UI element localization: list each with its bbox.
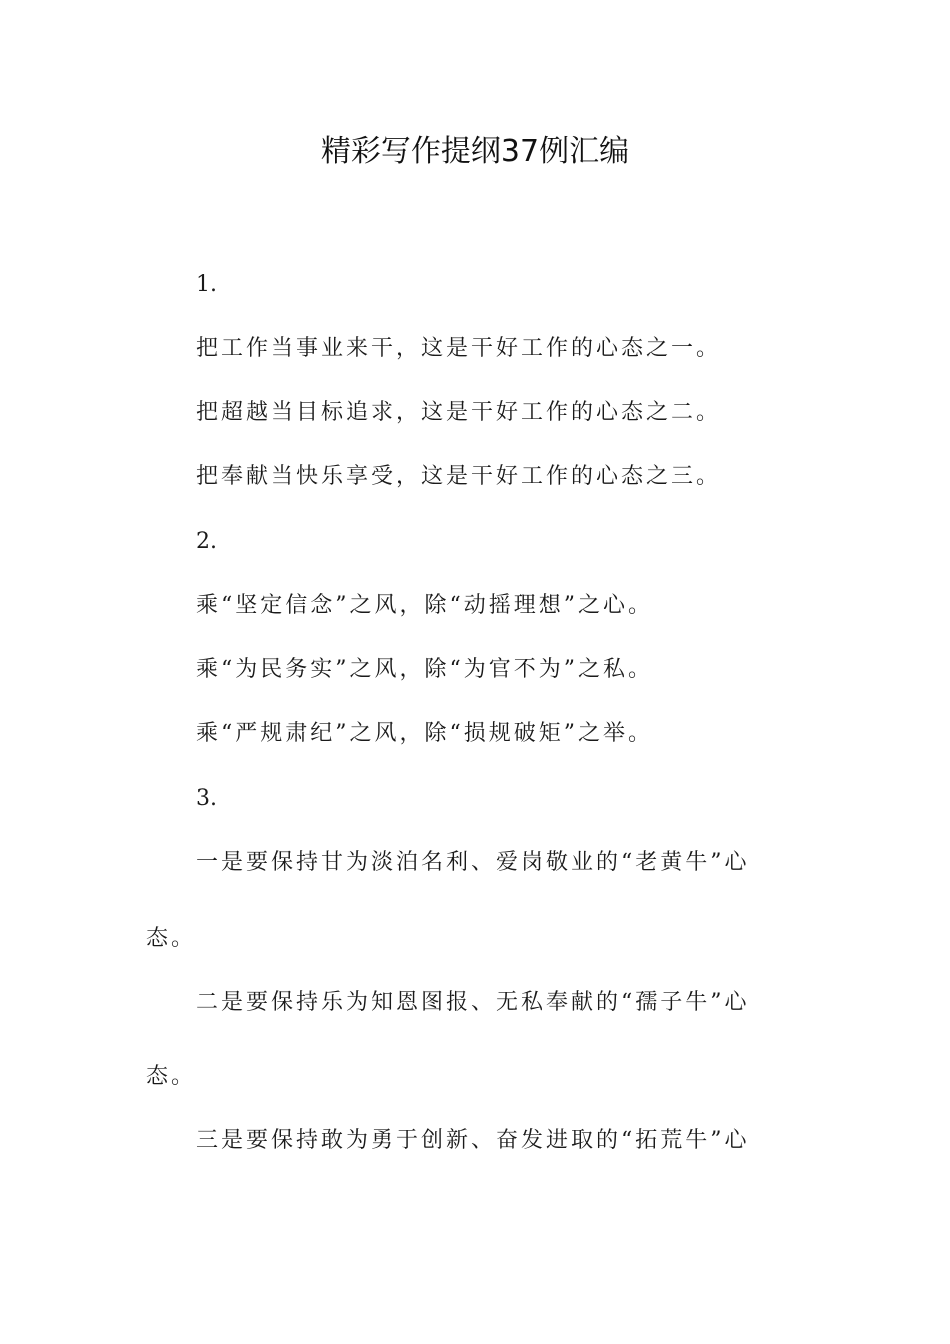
section-3-paragraph-1: 一是要保持甘为淡泊名利、爱岗敬业的“老黄牛”心: [196, 850, 750, 875]
section-3-paragraph-3: 三是要保持敢为勇于创新、奋发进取的“拓荒牛”心: [196, 1128, 750, 1153]
section-3-paragraph-2-continued: 态。: [146, 1064, 197, 1089]
section-1-line-1: 把工作当事业来干，这是干好工作的心态之一。: [196, 336, 722, 361]
section-number-2: 2.: [196, 529, 217, 554]
section-2-line-1: 乘“坚定信念”之风，除“动摇理想”之心。: [196, 593, 653, 618]
document-title: 精彩写作提纲37例汇编: [320, 134, 630, 169]
section-2-line-2: 乘“为民务实”之风，除“为官不为”之私。: [196, 657, 653, 682]
section-1-line-2: 把超越当目标追求，这是干好工作的心态之二。: [196, 400, 722, 425]
section-1-line-3: 把奉献当快乐享受，这是干好工作的心态之三。: [196, 464, 722, 489]
section-number-3: 3.: [196, 786, 217, 811]
section-2-line-3: 乘“严规肃纪”之风，除“损规破矩”之举。: [196, 721, 653, 746]
section-3-paragraph-2: 二是要保持乐为知恩图报、无私奉献的“孺子牛”心: [196, 990, 750, 1015]
section-3-paragraph-1-continued: 态。: [146, 926, 197, 951]
section-number-1: 1.: [196, 272, 217, 297]
